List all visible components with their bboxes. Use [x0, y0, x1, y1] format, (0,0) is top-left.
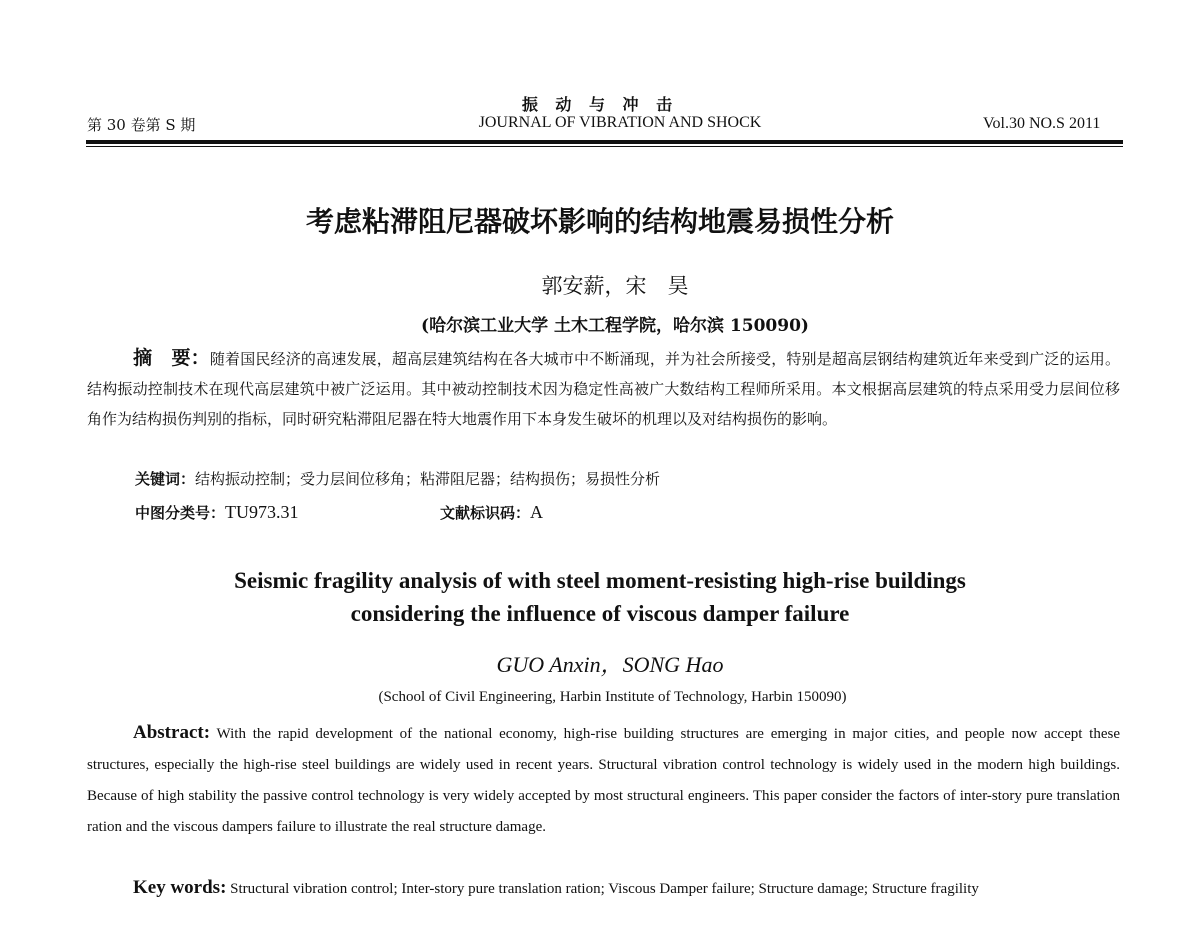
affiliation-en: (School of Civil Engineering, Harbin Institute of Technology, Harbin 150090) — [378, 689, 847, 705]
abstract-text-cn: 随着国民经济的高速发展，超高层建筑结构在各大城市中不断涌现，并为社会所接受，特别是超高层钢结构建筑近年来受到广泛的运用。结构振动控制技术在现代高层建筑中被广泛运用。其中被动控制技术因为稳定性高被广大数结构工程师所采用。本文根据高层建筑的特点采用受力层间位移角作为结构损伤判别的指标，同时研究粘滞阻尼器在特大地震作用下本身发生破坏的机理以及对结构损伤的影响。 — [87, 350, 1120, 428]
document-code — [440, 502, 543, 523]
paper-title-en-line2: considering the influence of viscous damper failure — [350, 601, 850, 626]
doc-code-label: 文献标识码： — [440, 504, 531, 522]
abstract-en — [87, 717, 1120, 843]
clc-value: TU973.31 — [225, 502, 299, 522]
paper-title-en — [0, 564, 1200, 630]
keywords-text-en: Structural vibration control; Inter-story pure translation ration; Viscous Damper failure; Structure damage; Structure fragility — [230, 881, 979, 897]
header-rule-thin — [86, 146, 1123, 147]
doc-code-value: A — [530, 502, 544, 522]
authors-cn: 郭安薪，宋 昊 — [541, 274, 689, 298]
abstract-text-en: With the rapid development of the national economy, high-rise building structures are emerging in major cities, and people now accept these structures, especially the high-rise steel buildings are widely used in recent years. Structural vibration control technology is widely used in the modern high buildings. Because of high stability the passive control technology is very widely accepted by most structural engineers. This paper consider the factors of inter-story pure translation ration and the viscous dampers failure to illustrate the real structure damage. — [87, 726, 1120, 835]
authors-en: GUO Anxin，SONG Hao — [496, 652, 724, 677]
abstract-label-en: Abstract: — [133, 722, 211, 743]
keywords-text-cn: 结构振动控制；受力层间位移角；粘滞阻尼器；结构损伤；易损性分析 — [195, 470, 661, 488]
abstract-cn — [87, 343, 1120, 434]
classification-row — [135, 502, 544, 523]
keywords-cn — [135, 468, 660, 489]
header-rule-thick — [86, 140, 1123, 144]
keywords-label-cn: 关键词： — [135, 470, 196, 488]
keywords-label-en: Key words: — [133, 877, 227, 898]
journal-name-en: JOURNAL OF VIBRATION AND SHOCK — [478, 114, 762, 131]
journal-name-cn: 振 动 与 冲 击 — [521, 95, 679, 114]
volume-issue-en: Vol.30 NO.S 2011 — [983, 115, 1101, 132]
affiliation-cn: (哈尔滨工业大学 土木工程学院，哈尔滨 150090) — [421, 316, 809, 336]
paper-title-cn: 考虑粘滞阻尼器破坏影响的结构地震易损性分析 — [305, 205, 894, 238]
keywords-en — [87, 872, 1120, 905]
abstract-label-cn: 摘 要： — [133, 347, 210, 369]
clc-label: 中图分类号： — [135, 504, 226, 522]
volume-issue-cn: 第 30 卷第 S 期 — [87, 116, 196, 134]
paper-title-en-line1: Seismic fragility analysis of with steel moment-resisting high-rise buildings — [234, 568, 966, 593]
